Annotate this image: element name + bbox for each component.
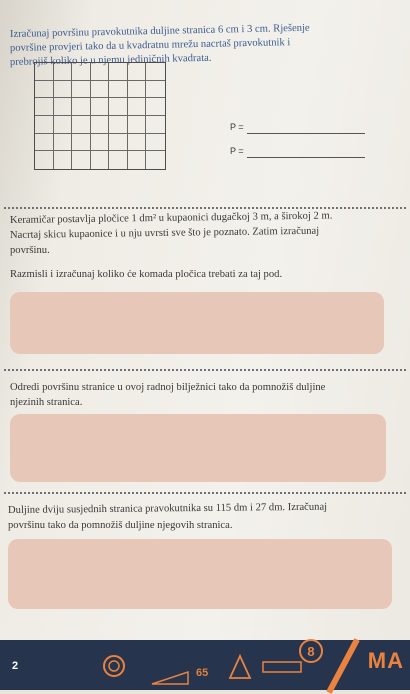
task2-text-line3: površinu. (10, 245, 50, 256)
page-number: 65 (196, 667, 209, 679)
section-divider-3 (4, 492, 406, 494)
svg-text:8: 8 (307, 644, 315, 659)
triangle-icon (228, 654, 252, 680)
square-grid[interactable] (34, 62, 166, 170)
brand-label: MA (367, 648, 404, 673)
number-eight-icon (298, 638, 324, 664)
section-divider-2 (4, 369, 406, 371)
answer-line-2[interactable] (247, 157, 365, 158)
section-divider-1 (4, 207, 406, 209)
rectangle-ruler-icon (262, 660, 302, 674)
task4-text-line2: površinu tako da pomnožiš duljine njegovih stranica. (8, 520, 233, 531)
task4-text-line1: Duljine dviju susjednih stranica pravokutnika su 115 dm i 27 dm. Izračunaj (7, 501, 328, 516)
answer-box-task3[interactable] (10, 414, 386, 482)
task2-text-line2: Nacrtaj skicu kupaonice i u nju uvrsti sve što je poznato. Zatim izračunaj (9, 225, 320, 241)
task3-text-line1: Odredi površinu stranice u ovoj radnoj bilježnici tako da pomnožiš duljine (10, 382, 326, 393)
answer-box-task2[interactable] (10, 292, 384, 354)
task1-text-line1: Izračunaj površinu pravokutnika duljine stranica 6 cm i 3 cm. Rješenje (9, 22, 310, 40)
answer-box-task4[interactable] (8, 539, 392, 609)
task2-text-line1: Keramičar postavlja pločice 1 dm² u kupaonici dugačkoj 3 m, a širokoj 2 m. (9, 210, 333, 226)
ruler-icon (150, 664, 190, 686)
task2-text-line4: Razmisli i izračunaj koliko će komada pločica trebati za taj pod. (10, 269, 283, 280)
task1-text-line2: površine provjeri tako da u kvadratnu mrežu nacrtaš pravokutnik i (9, 37, 291, 54)
answer-line-1[interactable] (247, 133, 365, 134)
answer-label-2: P = (230, 146, 244, 156)
answer-label-1: P = (230, 122, 244, 132)
circle-icon (100, 652, 128, 680)
page-number-left: 2 (12, 660, 19, 672)
task3-text-line2: njezinih stranica. (10, 397, 83, 408)
task1-text-line3: prebrojiš koliko je u njemu jediničnih kvadrata. (9, 52, 212, 68)
